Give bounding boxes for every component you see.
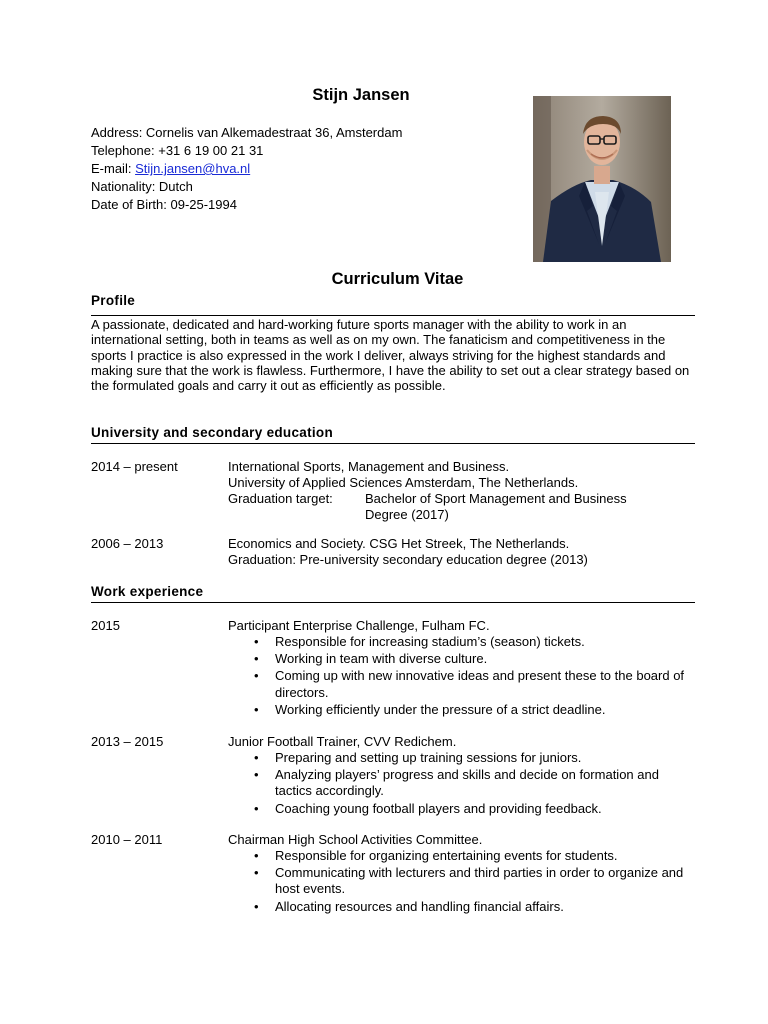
education-line: University of Applied Sciences Amsterdam, The Netherlands. [228,475,579,490]
work-bullet: • Coming up with new innovative ideas and present these to the board of directors. [228,668,685,700]
work-bullet: • Responsible for increasing stadium’s (season) tickets. [228,634,685,650]
work-bullet: • Preparing and setting up training sessions for juniors. [228,750,685,766]
work-bullet: • Responsible for organizing entertaining events for students. [228,848,685,864]
education-detail [228,536,688,568]
work-detail [228,734,688,818]
portrait-image [533,96,671,262]
document-title: Curriculum Vitae [331,270,464,288]
work-bullet: • Working in team with diverse culture. [228,651,685,667]
email-label: E-mail: [91,161,136,176]
contact-block [91,124,402,214]
work-divider [91,602,695,603]
profile-heading: Profile [91,293,136,308]
telephone-line: Telephone: +31 6 19 00 21 31 [91,143,264,158]
education-line: Graduation: Pre-university secondary education degree (2013) [228,552,588,567]
work-bullets [228,848,688,915]
work-title: Junior Football Trainer, CVV Redichem. [228,734,457,749]
education-date: 2006 – 2013 [91,536,164,551]
work-bullet: • Analyzing players’ progress and skills and decide on formation and tactics accordingly. [228,767,685,799]
work-bullet: • Coaching young football players and providing feedback. [228,801,685,817]
education-divider [91,443,695,444]
work-date: 2013 – 2015 [91,734,164,749]
email-link[interactable]: Stijn.jansen@hva.nl [135,161,251,176]
work-detail [228,618,688,719]
work-title: Chairman High School Activities Committee. [228,832,483,847]
dob-line: Date of Birth: 09-25-1994 [91,197,237,212]
candidate-name: Stijn Jansen [312,86,410,104]
profile-photo [533,96,671,262]
graduation-label: Graduation target: [228,491,333,506]
education-line: International Sports, Management and Business. [228,459,510,474]
education-date: 2014 – present [91,459,178,474]
work-bullets [228,750,688,817]
graduation-value: Bachelor of Sport Management and Business Degree (2017) [365,491,627,522]
work-bullet: • Working efficiently under the pressure of a strict deadline. [228,702,685,718]
profile-text: A passionate, dedicated and hard-working future sports manager with the ability to work in an international setting, both in teams as well as on my own. The fanaticism and competitiveness in the sports I practice is also expressed in the work I deliver, always striving for the highest standards and making sure that the work is flawless. Furthermore, I have the ability to set out a clear strategy based on the formulated goals and carry it out as efficiently as possible. [91,317,690,394]
education-detail [228,459,688,523]
work-heading: Work experience [91,584,204,599]
work-detail [228,832,688,916]
work-bullets [228,634,688,718]
work-date: 2010 – 2011 [91,832,163,847]
work-date: 2015 [91,618,120,633]
graduation-target [228,491,688,523]
work-title: Participant Enterprise Challenge, Fulham FC. [228,618,490,633]
address-line: Address: Cornelis van Alkemadestraat 36, Amsterdam [91,125,403,140]
profile-divider [91,315,695,316]
email-line [91,160,402,178]
work-bullet: • Communicating with lecturers and third parties in order to organize and host events. [228,865,685,897]
education-line: Economics and Society. CSG Het Streek, The Netherlands. [228,536,570,551]
work-bullet: • Allocating resources and handling financial affairs. [228,899,685,915]
education-heading: University and secondary education [91,425,334,440]
nationality-line: Nationality: Dutch [91,179,193,194]
